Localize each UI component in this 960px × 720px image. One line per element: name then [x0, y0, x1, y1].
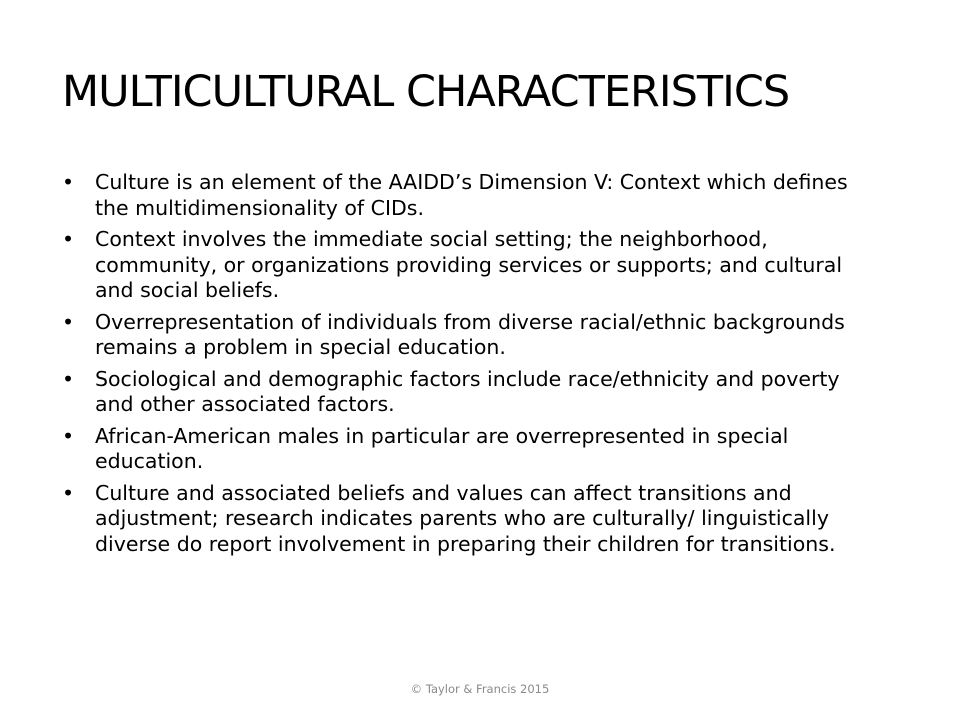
bullet-text: Sociological and demographic factors include race/ethnicity and poverty and other associated factors. — [95, 366, 840, 416]
bullet-dot: • — [62, 170, 75, 194]
bullet-item — [62, 170, 862, 221]
bullet-dot: • — [62, 423, 75, 448]
bullet-item — [62, 227, 862, 304]
bullet-text: Overrepresentation of individuals from diverse racial/ethnic backgrounds remains a problem in special education. — [95, 309, 845, 359]
bullet-dot: • — [62, 227, 75, 251]
bullet-list — [62, 170, 862, 563]
bullet-text: African-American males in particular are overrepresented in special education. — [95, 423, 789, 473]
bullet-dot: • — [62, 480, 75, 505]
bullet-text: Culture and associated beliefs and values can affect transitions and adjustment; research indicates parents who are culturally/ linguistically diverse do report involvement in preparing their children for transitions. — [95, 480, 836, 556]
bullet-dot: • — [62, 366, 75, 391]
bullet-text: Culture is an element of the AAIDD’s Dimension V: Context which defines the multidimensionality of CIDs. — [95, 170, 848, 220]
copyright-footer: © Taylor & Francis 2015 — [410, 682, 550, 696]
bullet-item — [62, 367, 862, 418]
bullet-item — [62, 481, 862, 558]
slide-title: MULTICULTURAL CHARACTERISTICS — [62, 67, 790, 117]
bullet-text: Context involves the immediate social setting; the neighborhood, community, or organizations providing services or supports; and cultural and social beliefs. — [95, 227, 843, 302]
bullet-dot: • — [62, 309, 75, 334]
bullet-item — [62, 310, 862, 361]
bullet-item — [62, 424, 862, 475]
